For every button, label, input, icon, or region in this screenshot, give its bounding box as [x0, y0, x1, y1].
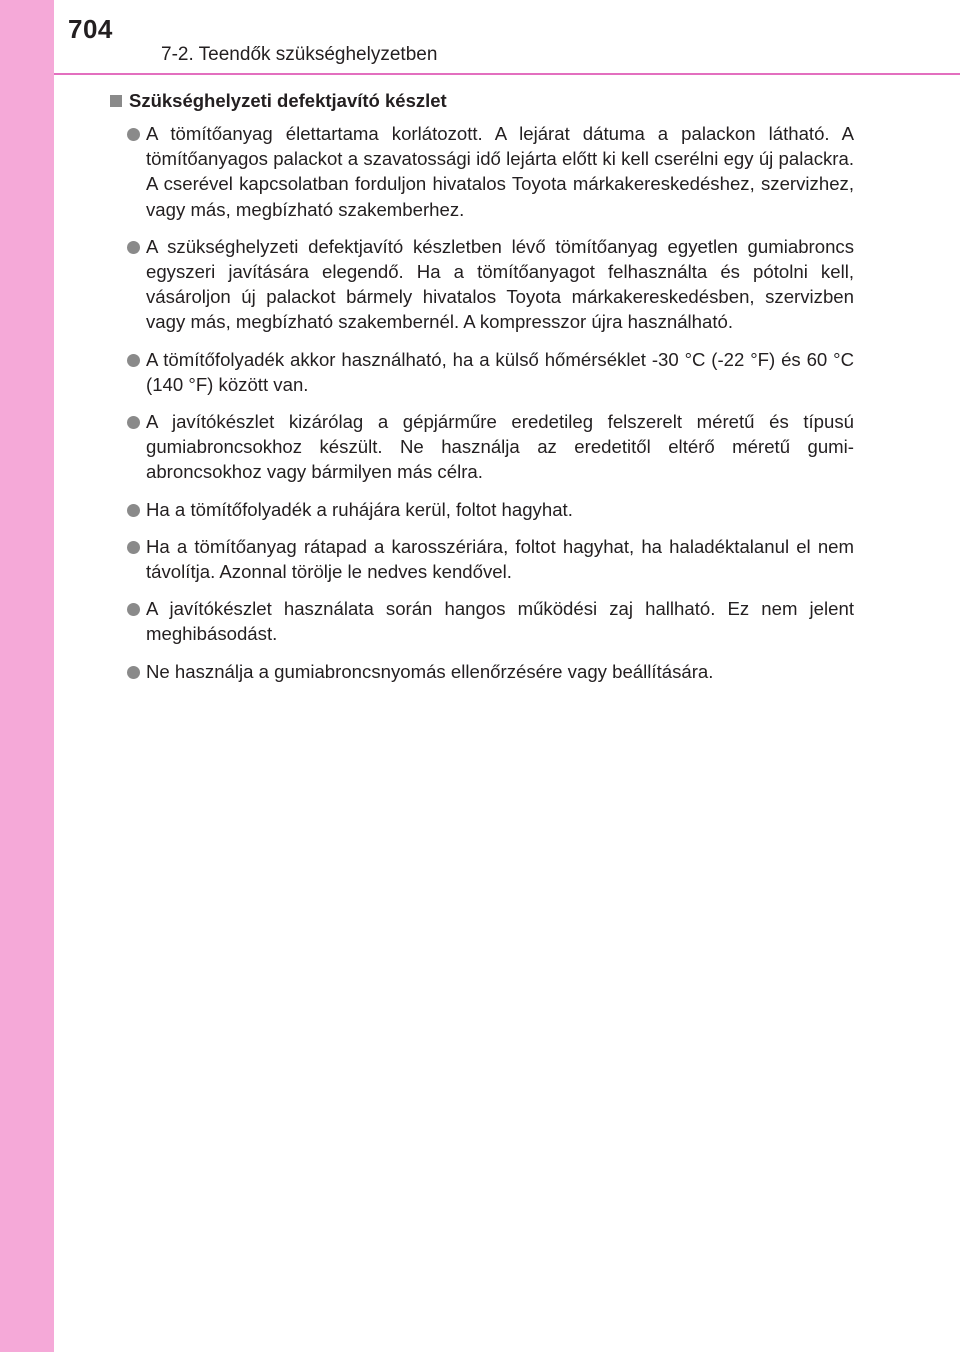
- circle-bullet-icon: [127, 241, 140, 254]
- circle-bullet-icon: [127, 541, 140, 554]
- circle-bullet-icon: [127, 603, 140, 616]
- list-item: [110, 534, 854, 584]
- bullet-text: Ha a tömítőanyag rátapad a karosszériára, foltot hagyhat, ha haladéktalanul el nem távolítja. Azonnal törölje le nedves kendővel.: [146, 535, 854, 583]
- page-content: [110, 88, 854, 696]
- bullet-text: A szükséghelyzeti defektjavító készletben lévő tömítőanyag egyetlen gumiabroncs egyszeri javítására elegendő. Ha a tömítőanyagot felhasználta és pótolni kell, vásároljon új palackot bármely hivatalos Toyota márkakereskedésben, szervizben vagy más, megbízható szakembernél. A kompresszor újra használható.: [146, 235, 854, 333]
- circle-bullet-icon: [127, 666, 140, 679]
- list-item: [110, 409, 854, 485]
- bullet-text: Ne használja a gumiabroncsnyomás ellenőrzésére vagy beállítására.: [146, 660, 714, 682]
- list-item: [110, 234, 854, 335]
- section-heading: [110, 88, 854, 113]
- bullet-text: A javítókészlet kizárólag a gépjárműre eredetileg felszerelt méretű és típusú gumiabroncsokhoz készült. Ne használja az eredetitől eltérő méretű gumiabroncsokhoz vagy bármilyen más célra.: [146, 411, 854, 483]
- bullet-text: A javítókészlet használata során hangos működési zaj hallható. Ez nem jelent meghibásodást.: [146, 598, 854, 645]
- circle-bullet-icon: [127, 354, 140, 367]
- circle-bullet-icon: [127, 504, 140, 517]
- page-number: 704: [68, 14, 113, 44]
- circle-bullet-icon: [127, 416, 140, 429]
- list-item: [110, 497, 854, 522]
- chapter-title: 7-2. Teendők szükséghelyzetben: [161, 44, 438, 65]
- bullet-text: A tömítőfolyadék akkor használható, ha a külső hőmérséklet -30 °C (-22 °F) és 60 °C (140 °F) között van.: [146, 348, 854, 395]
- list-item: [110, 659, 854, 684]
- side-color-bar: [0, 0, 54, 1352]
- square-bullet-icon: [110, 95, 122, 107]
- section-heading-text: Szükséghelyzeti defektjavító készlet: [129, 90, 447, 111]
- list-item: [110, 596, 854, 646]
- bullet-text: Ha a tömítőfolyadék a ruhájára kerül, foltot hagyhat.: [146, 498, 573, 520]
- circle-bullet-icon: [127, 128, 140, 141]
- list-item: [110, 347, 854, 397]
- list-item: [110, 121, 854, 222]
- bullet-text: A tömítőanyag élettartama korlátozott. A lejárat dátuma a palackon látható. A tömítőanyagos palackot a szavatossági idő lejárta előtt ki kell cserélni egy új palackra. A cserével kapcsolatban forduljon hivatalos Toyota márkakereskedéshez, szervizhez, vagy más, megbízható szakemberhez.: [146, 123, 854, 220]
- header-divider: [54, 73, 960, 75]
- bullet-list: [110, 121, 854, 684]
